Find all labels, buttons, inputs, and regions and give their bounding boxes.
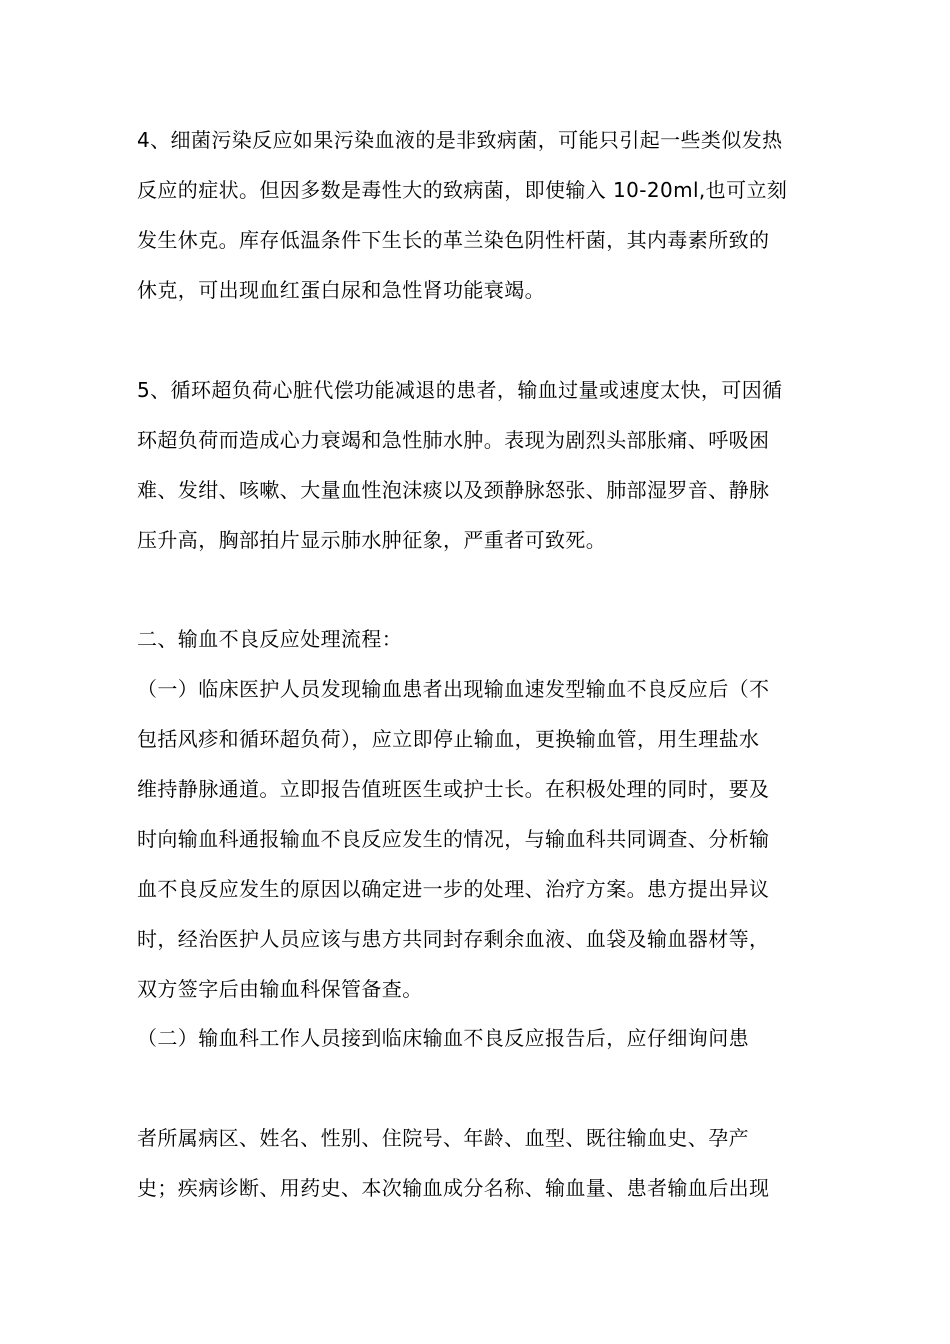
- section-2-heading: 二、输血不良反应处理流程：: [137, 627, 403, 651]
- para-4-line-2: 反应的症状。但因多数是毒性大的致病菌，即使输入 10-20ml,也可立刻: [137, 178, 788, 202]
- step-2-line-3: 史；疾病诊断、用药史、本次输血成分名称、输血量、患者输血后出现: [137, 1176, 770, 1200]
- step-1-line-6: 时，经治医护人员应该与患方共同封存剩余血液、血袋及输血器材等，: [137, 927, 770, 951]
- step-1-line-7: 双方签字后由输血科保管备查。: [137, 977, 423, 1001]
- step-1-line-2: 包括风疹和循环超负荷），应立即停止输血，更换输血管，用生理盐水: [137, 727, 760, 751]
- step-2-line-1: （二）输血科工作人员接到临床输血不良反应报告后，应仔细询问患: [137, 1026, 749, 1050]
- para-5-line-2: 环超负荷而造成心力衰竭和急性肺水肿。表现为剧烈头部胀痛、呼吸困: [137, 428, 770, 452]
- step-1-line-4: 时向输血科通报输血不良反应发生的情况，与输血科共同调查、分析输: [137, 827, 770, 851]
- step-1-line-3: 维持静脉通道。立即报告值班医生或护士长。在积极处理的同时，要及: [137, 777, 770, 801]
- para-5-line-3: 难、发绀、咳嗽、大量血性泡沫痰以及颈静脉怒张、肺部湿罗音、静脉: [137, 478, 770, 502]
- step-1-line-5: 血不良反应发生的原因以确定进一步的处理、治疗方案。患方提出异议: [137, 877, 770, 901]
- para-5-line-1: 5、循环超负荷心脏代偿功能减退的患者，输血过量或速度太快，可因循: [137, 378, 783, 402]
- para-4-line-4: 休克，可出现血红蛋白尿和急性肾功能衰竭。: [137, 278, 545, 302]
- para-4-line-3: 发生休克。库存低温条件下生长的革兰染色阴性杆菌，其内毒素所致的: [137, 228, 770, 252]
- para-4-line-1: 4、细菌污染反应如果污染血液的是非致病菌，可能只引起一些类似发热: [137, 128, 783, 152]
- para-5-line-4: 压升高，胸部拍片显示肺水肿征象，严重者可致死。: [137, 528, 607, 552]
- step-2-line-2: 者所属病区、姓名、性别、住院号、年龄、血型、既往输血史、孕产: [137, 1126, 749, 1150]
- step-1-line-1: （一）临床医护人员发现输血患者出现输血速发型输血不良反应后（不: [137, 677, 770, 701]
